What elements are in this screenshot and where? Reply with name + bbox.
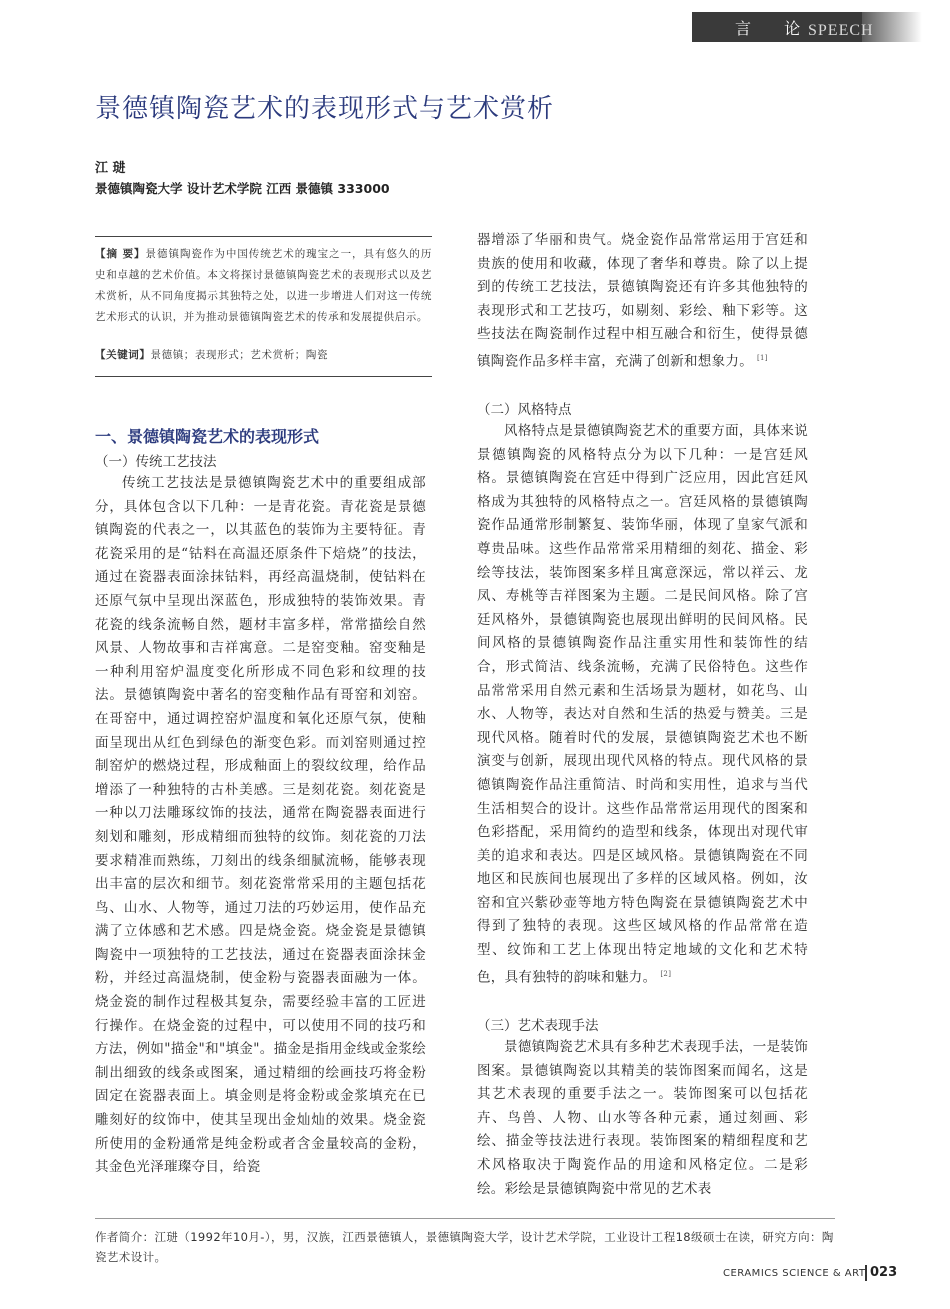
page-number: 023 — [870, 1265, 898, 1280]
paragraph-techniques-cont-text: 器增添了华丽和贵气。烧金瓷作品常常运用于宫廷和贵族的使用和收藏，体现了奢华和尊贵。除了以上提到的传统工艺技法，景德镇陶瓷还有许多其他独特的表现形式和工艺技巧，如剔刻、彩绘、釉下彩等。这些技法在陶瓷制作过程中相互融合和衍生，使得景德镇陶瓷作品多样丰富，充满了创新和想象力。 — [477, 232, 808, 370]
subsection-heading-expression: （三）艺术表现手法 — [477, 1018, 599, 1034]
journal-name: CERAMICS SCIENCE & ART — [723, 1268, 866, 1279]
citation-2: [2] — [660, 969, 672, 978]
right-column-text-top — [477, 229, 808, 374]
footnote-rule — [95, 1218, 835, 1219]
right-column-text-style — [477, 420, 808, 990]
right-column-text-expression — [477, 1036, 808, 1201]
abstract-label: 【摘 要】 — [95, 248, 146, 260]
abstract-top-rule — [95, 236, 432, 237]
paragraph-techniques: 传统工艺技法是景德镇陶瓷艺术中的重要组成部分，具体包含以下几种：一是青花瓷。青花瓷是景德镇陶瓷的代表之一，以其蓝色的装饰为主要特征。青花瓷采用的是“钴料在高温还原条件下焙烧”的技法，通过在瓷器表面涂抹钴料，再经高温烧制，使钴料在还原气氛中呈现出深蓝色，形成独特的装饰效果。青花瓷的线条流畅自然，题材丰富多样，常常描绘自然风景、人物故事和吉祥寓意。二是窑变釉。窑变釉是一种利用窑炉温度变化所形成不同色彩和纹理的技法。景德镇陶瓷中著名的窑变釉作品有哥窑和刘窑。在哥窑中，通过调控窑炉温度和氧化还原气氛，使釉面呈现出从红色到绿色的渐变色彩。而刘窑则通过控制窑炉的燃烧过程，形成釉面上的裂纹纹理，给作品增添了一种独特的古朴美感。三是刻花瓷。刻花瓷是一种以刀法雕琢纹饰的技法，通常在陶瓷器表面进行刻划和雕刻，形成精细而独特的纹饰。刻花瓷的刀法要求精准而熟练，刀刻出的线条细腻流畅，能够表现出丰富的层次和细节。刻花瓷常常采用的主题包括花鸟、山水、人物等，通过刀法的巧妙运用，使作品充满了立体感和艺术感。四是烧金瓷。烧金瓷是景德镇陶瓷中一项独特的工艺技法，通过在瓷器表面涂抹金粉，并经过高温烧制，使金粉与瓷器表面融为一体。烧金瓷的制作过程极其复杂，需要经验丰富的工匠进行操作。在烧金瓷的过程中，可以使用不同的技巧和方法，例如"描金"和"填金"。描金是指用金线或金浆绘制出细致的线条或图案，通过精细的绘画技巧将金粉固定在瓷器表面上。填金则是将金粉或金浆填充在已雕刻好的纹饰中，使其呈现出金灿灿的效果。烧金瓷所使用的金粉通常是纯金粉或者含金量较高的金粉，其金色光泽璀璨夺目，给瓷 — [95, 475, 426, 1176]
keywords — [95, 348, 432, 362]
subsection-heading-style: （二）风格特点 — [477, 402, 572, 418]
paragraph-style — [477, 420, 808, 990]
paragraph-style-text: 风格特点是景德镇陶瓷艺术的重要方面，具体来说景德镇陶瓷的风格特点分为以下几种：一是宫廷风格。景德镇陶瓷在宫廷中得到广泛应用，因此宫廷风格成为其独特的风格特点之一。宫廷风格的景德镇陶瓷作品通常形制繁复、装饰华丽，体现了皇家气派和尊贵品味。这些作品常常采用精细的刻花、描金、彩绘等技法，装饰图案多样且寓意深远，常以祥云、龙凤、寿桃等吉祥图案为主题。二是民间风格。除了宫廷风格外，景德镇陶瓷也展现出鲜明的民间风格。民间风格的景德镇陶瓷作品注重实用性和装饰性的结合，形式简洁、线条流畅，充满了民俗特色。这些作品常常采用自然元素和生活场景为题材，如花鸟、山水、人物等，表达对自然和生活的热爱与赞美。三是现代风格。随着时代的发展，景德镇陶瓷艺术也不断演变与创新，展现出现代风格的特点。现代风格的景德镇陶瓷作品注重简洁、时尚和实用性，追求与当代生活相契合的设计。这些作品常常运用现代的图案和色彩搭配，采用简约的造型和线条，体现出对现代审美的追求和表达。四是区域风格。景德镇陶瓷在不同地区和民族间也展现出了多样的区域风格。例如，汝窑和宜兴紫砂壶等地方特色陶瓷在景德镇陶瓷艺术中得到了独特的表现。这些区域风格的作品常常在造型、纹饰和工艺上体现出特定地域的文化和艺术特色，具有独特的韵味和魅力。 — [477, 423, 808, 986]
article-title: 景德镇陶瓷艺术的表现形式与艺术赏析 — [95, 94, 555, 124]
abstract — [95, 244, 432, 328]
citation-1: [1] — [757, 353, 768, 362]
journal-divider — [865, 1265, 867, 1281]
section-tag: 言 论 — [735, 19, 815, 38]
author-bio: 作者简介：江琎（1992年10月-），男，汉族，江西景德镇人，景德镇陶瓷大学，设计艺术学院，工业设计工程18级硕士在读，研究方向：陶瓷艺术设计。 — [95, 1230, 834, 1264]
left-column-text — [95, 472, 426, 1180]
keywords-label: 【关键词】 — [95, 349, 151, 361]
subsection-heading-techniques: （一）传统工艺技法 — [95, 454, 217, 470]
author-affiliation: 景德镇陶瓷大学 设计艺术学院 江西 景德镇 333000 — [95, 181, 390, 196]
section-heading: 一、景德镇陶瓷艺术的表现形式 — [95, 427, 320, 446]
abstract-text: 景德镇陶瓷作为中国传统艺术的瑰宝之一，具有悠久的历史和卓越的艺术价值。本文将探讨景德镇陶瓷艺术的表现形式以及艺术赏析，从不同角度揭示其独特之处，以进一步增进人们对这一传统艺术形式的认识，并为推动景德镇陶瓷艺术的传承和发展提供启示。 — [95, 248, 433, 323]
abstract-bottom-rule — [95, 376, 432, 377]
paragraph-expression: 景德镇陶瓷艺术具有多种艺术表现手法，一是装饰图案。景德镇陶瓷以其精美的装饰图案而闻名，这是其艺术表现的重要手法之一。装饰图案可以包括花卉、鸟兽、人物、山水等各种元素，通过刻画、彩绘、描金等技法进行表现。装饰图案的精细程度和艺术风格取决于陶瓷作品的用途和风格定位。二是彩绘。彩绘是景德镇陶瓷中常见的艺术表 — [477, 1039, 808, 1197]
author-name: 江 琎 — [95, 161, 126, 176]
section-tag-english: SPEECH — [808, 22, 874, 39]
keywords-text: 景德镇；表现形式；艺术赏析；陶瓷 — [150, 349, 329, 361]
paragraph-techniques-cont — [477, 229, 808, 374]
